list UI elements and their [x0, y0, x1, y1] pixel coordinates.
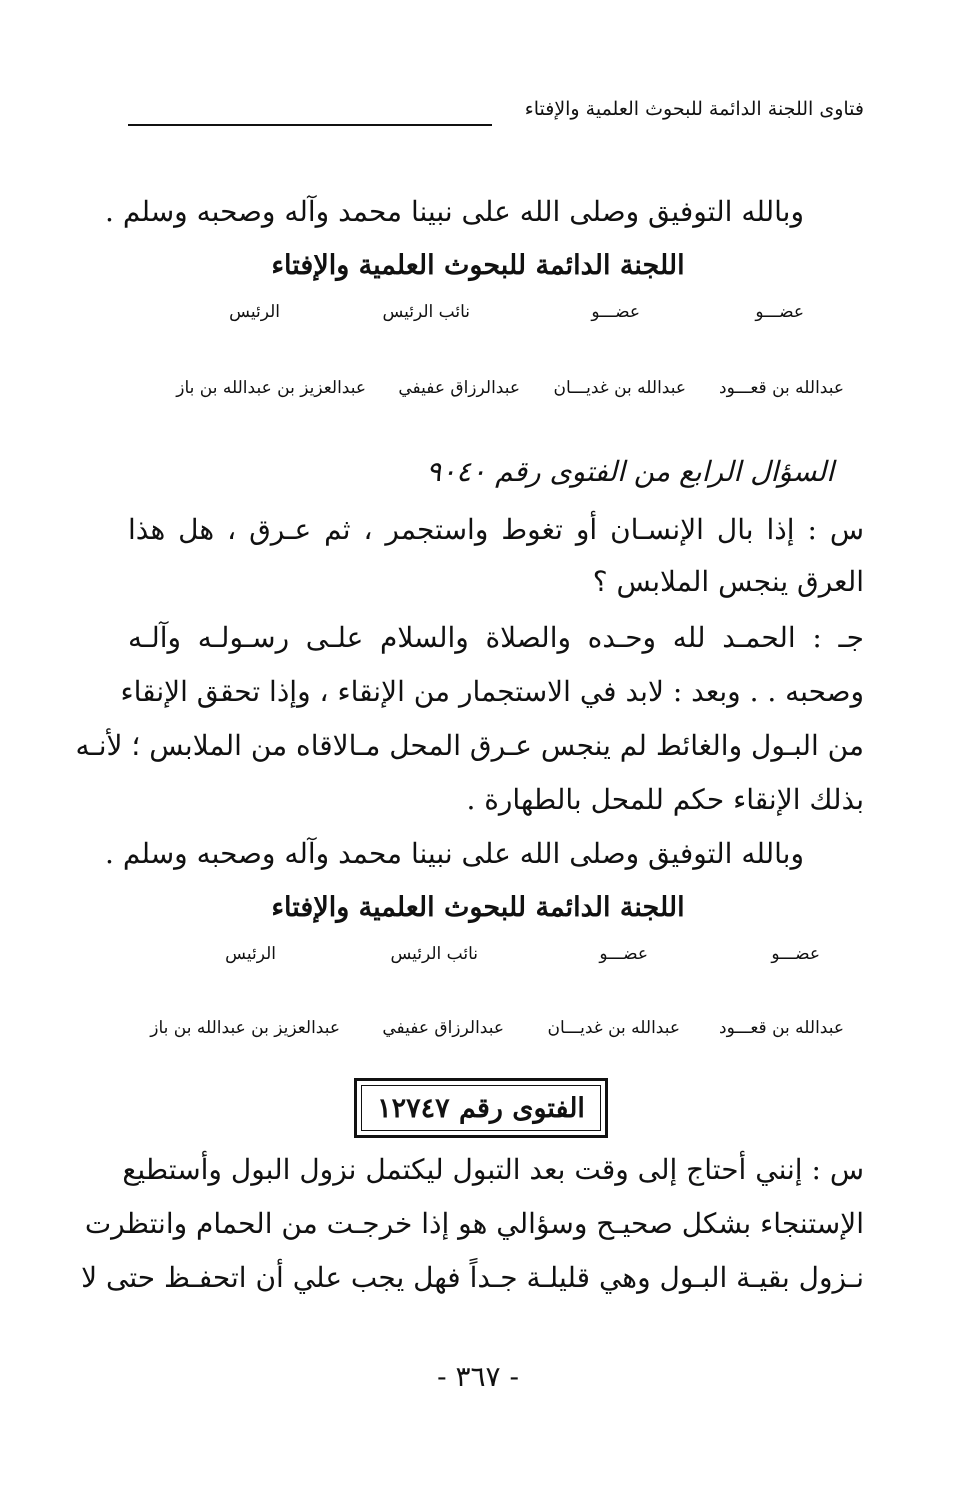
signatory-name: عبدالعزيز بن عبدالله بن باز: [150, 1018, 340, 1038]
fatwa-number-box: [354, 1078, 608, 1138]
fatwa-question-line: نـزول بقيـة البـول وهي قليلـة جـداً فهل يجب علي أن اتحفـظ حتى لا: [81, 1261, 864, 1294]
signatory-title: عضـــو: [755, 302, 804, 322]
fatwa-number-label: الفتوى رقم ١٢٧٤٧: [377, 1092, 585, 1124]
question-line: س : إذا بال الإنسـان أو تغوط واستجمر ، ثم عـرق ، هل هذا: [128, 513, 864, 546]
committee-name-2: اللجنة الدائمة للبحوث العلمية والإفتاء: [271, 892, 685, 923]
answer-line: من البـول والغائط لم ينجس عـرق المحل مـالاقاه من الملابس ؛ لأنـه: [75, 729, 864, 762]
signatory-title: عضـــو: [599, 944, 648, 964]
signatory-name: عبدالله بن غديـــان: [553, 378, 686, 398]
signatory-title: نائب الرئيس: [390, 944, 478, 964]
signatory-name: عبدالعزيز بن عبدالله بن باز: [176, 378, 366, 398]
fatwa-question-line: الإستنجاء بشكل صحيـح وسؤالي هو إذا خرجـت من الحمام وانتظرت: [84, 1207, 864, 1240]
signatory-title: نائب الرئيس: [382, 302, 470, 322]
fatwa-question-line: س : إنني أحتاج إلى وقت بعد التبول ليكتمل نزول البول وأستطيع: [122, 1153, 864, 1186]
question-heading: السؤال الرابع من الفتوى رقم ٩٠٤٠: [426, 455, 834, 488]
question-line: العرق ينجس الملابس ؟: [592, 565, 864, 598]
signatory-name: عبدالرزاق عفيفي: [398, 378, 520, 398]
signatory-name: عبدالرزاق عفيفي: [382, 1018, 504, 1038]
signatory-name: عبدالله بن قعـــود: [719, 1018, 844, 1038]
running-header: فتاوى اللجنة الدائمة للبحوث العلمية والإفتاء: [524, 98, 864, 120]
answer-line: بذلك الإنقاء حكم للمحل بالطهارة .: [466, 783, 864, 816]
header-rule: [128, 124, 492, 126]
committee-name-1: اللجنة الدائمة للبحوث العلمية والإفتاء: [271, 250, 685, 281]
page-number: - ٣٦٧ -: [437, 1360, 519, 1393]
signatory-name: عبدالله بن غديـــان: [547, 1018, 680, 1038]
answer-line: جـ : الحمـد لله وحـده والصلاة والسلام علـى رسـولـه وآلـه: [128, 621, 864, 654]
signatory-title: عضـــو: [591, 302, 640, 322]
signatory-name: عبدالله بن قعـــود: [719, 378, 844, 398]
signatory-title: الرئيس: [225, 944, 276, 964]
signatory-title: الرئيس: [229, 302, 280, 322]
signatory-title: عضـــو: [771, 944, 820, 964]
closing-line-1: وبالله التوفيق وصلى الله على نبينا محمد وآله وصحبه وسلم .: [105, 195, 804, 228]
closing-line-2: وبالله التوفيق وصلى الله على نبينا محمد وآله وصحبه وسلم .: [105, 837, 804, 870]
answer-line: وصحبه . . وبعد : لابد في الاستجمار من الإنقاء ، وإذا تحقق الإنقاء: [120, 675, 864, 708]
